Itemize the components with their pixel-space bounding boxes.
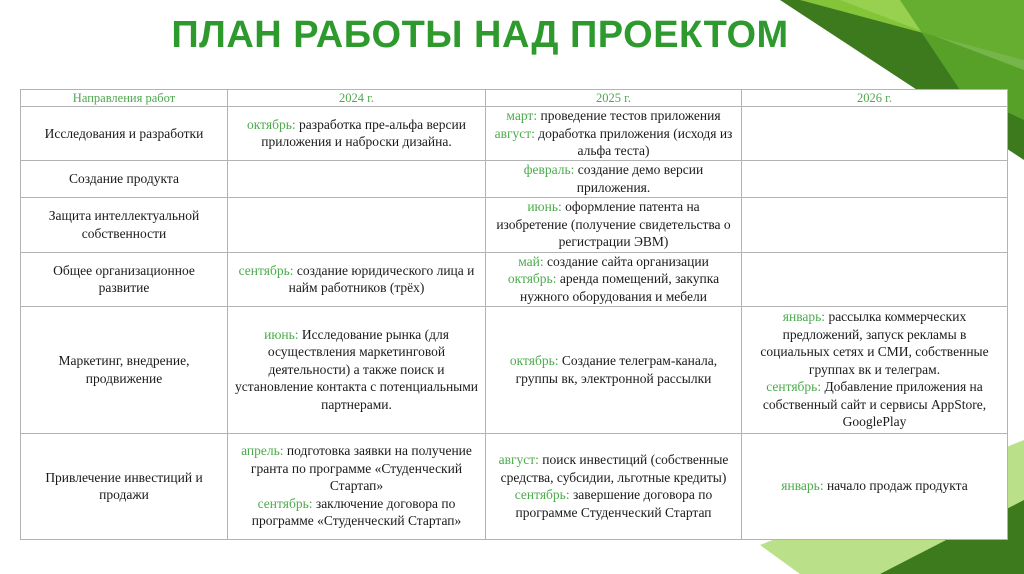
entry-text: оформление патента на изобретение (получение свидетельства о регистрации ЭВМ) — [496, 199, 731, 250]
table-row — [21, 107, 1008, 161]
page-title: ПЛАН РАБОТЫ НАД ПРОЕКТОМ — [171, 14, 789, 56]
entry-text: завершение договора по программе Студенческий Стартап — [515, 487, 713, 520]
direction-cell: Общее организационное развитие — [21, 252, 228, 306]
entry-text: поиск инвестиций (собственные средства, субсидии, льготные кредиты) — [500, 452, 729, 485]
plan-entry — [492, 125, 735, 160]
plan-entry — [492, 161, 735, 196]
entry-month: август: — [498, 452, 539, 467]
entry-month: сентябрь: — [238, 262, 294, 278]
plan-entry — [234, 495, 479, 530]
project-plan-table — [20, 89, 1008, 540]
plan-entry — [492, 253, 735, 271]
direction-cell: Создание продукта — [21, 160, 228, 197]
table-row — [21, 252, 1008, 306]
entry-text: Создание телеграм-канала, группы вк, электронной рассылки — [515, 353, 718, 386]
entry-text: рассылка коммерческих предложений, запуск рекламы в социальных сетях и СМИ, собственные группах вк и телеграм. — [760, 309, 989, 377]
entry-text: заключение договора по программе «Студенческий Стартап» — [251, 495, 462, 529]
entry-month: июнь: — [264, 326, 299, 342]
entry-text: аренда помещений, закупка нужного оборудования и мебели — [520, 271, 720, 304]
cell-2025 — [486, 306, 742, 433]
entry-month: апрель: — [241, 443, 284, 459]
plan-entry — [748, 308, 1001, 378]
plan-entry — [234, 262, 479, 297]
cell-2024 — [228, 252, 486, 306]
entry-text: создание сайта организации — [543, 253, 709, 269]
cell-2025 — [486, 433, 742, 539]
cell-2024 — [228, 197, 486, 252]
entry-month: октябрь: — [507, 271, 557, 287]
entry-month: январь: — [782, 309, 826, 325]
entry-month: февраль: — [523, 162, 575, 177]
table-header-row — [21, 90, 1008, 107]
entry-month: июнь: — [527, 199, 562, 215]
entry-month: сентябрь: — [514, 487, 570, 502]
entry-month: январь: — [781, 478, 824, 494]
plan-entry — [492, 352, 735, 387]
plan-entry — [492, 486, 735, 521]
table-row — [21, 197, 1008, 252]
direction-cell: Маркетинг, внедрение, продвижение — [21, 306, 228, 433]
plan-entry — [492, 451, 735, 486]
cell-2026 — [742, 252, 1008, 306]
cell-2026 — [742, 197, 1008, 252]
cell-2024 — [228, 107, 486, 161]
entry-month: август: — [494, 125, 535, 141]
cell-2025 — [486, 107, 742, 161]
cell-2026 — [742, 160, 1008, 197]
entry-month: октябрь: — [247, 116, 296, 132]
entry-month: март: — [506, 108, 538, 123]
table-row — [21, 306, 1008, 433]
plan-entry — [492, 270, 735, 305]
entry-month: сентябрь: — [257, 495, 313, 511]
plan-entry — [492, 198, 735, 251]
entry-month: май: — [518, 253, 544, 269]
direction-cell: Защита интеллектуальной собственности — [21, 197, 228, 252]
cell-2025 — [486, 160, 742, 197]
table-row — [21, 433, 1008, 539]
entry-text: проведение тестов приложения — [537, 108, 721, 123]
entry-text: доработка приложения (исходя из альфа теста) — [534, 125, 733, 158]
entry-text: разработка пре-альфа версии приложения и наброски дизайна. — [261, 116, 466, 150]
entry-text: создание юридического лица и найм работников (трёх) — [288, 262, 475, 295]
entry-text: подготовка заявки на получение гранта по программе «Студенческий Стартап» — [250, 443, 472, 494]
cell-2026 — [742, 306, 1008, 433]
plan-entry — [748, 378, 1001, 431]
plan-entry — [234, 442, 479, 495]
header-2025: 2025 г. — [486, 90, 742, 107]
cell-2025 — [486, 197, 742, 252]
plan-entry — [234, 326, 479, 414]
entry-text: начало продаж продукта — [823, 478, 968, 494]
plan-entry — [492, 107, 735, 125]
entry-month: октябрь: — [509, 353, 559, 368]
cell-2024 — [228, 433, 486, 539]
table-row — [21, 160, 1008, 197]
cell-2026 — [742, 107, 1008, 161]
plan-entry — [748, 477, 1001, 495]
direction-cell: Привлечение инвестиций и продажи — [21, 433, 228, 539]
cell-2024 — [228, 306, 486, 433]
entry-text: Добавление приложения на собственный сайт и сервисы AppStore, GooglePlay — [762, 379, 987, 430]
entry-month: сентябрь: — [766, 379, 822, 395]
header-2026: 2026 г. — [742, 90, 1008, 107]
header-directions: Направления работ — [21, 90, 228, 107]
cell-2025 — [486, 252, 742, 306]
cell-2024 — [228, 160, 486, 197]
cell-2026 — [742, 433, 1008, 539]
entry-text: создание демо версии приложения. — [574, 162, 704, 195]
entry-text: Исследование рынка (для осуществления маркетинговой деятельности) а также поиск и установление контакта с потенциальными партнерами. — [234, 326, 479, 412]
header-2024: 2024 г. — [228, 90, 486, 107]
direction-cell: Исследования и разработки — [21, 107, 228, 161]
plan-entry — [234, 116, 479, 151]
